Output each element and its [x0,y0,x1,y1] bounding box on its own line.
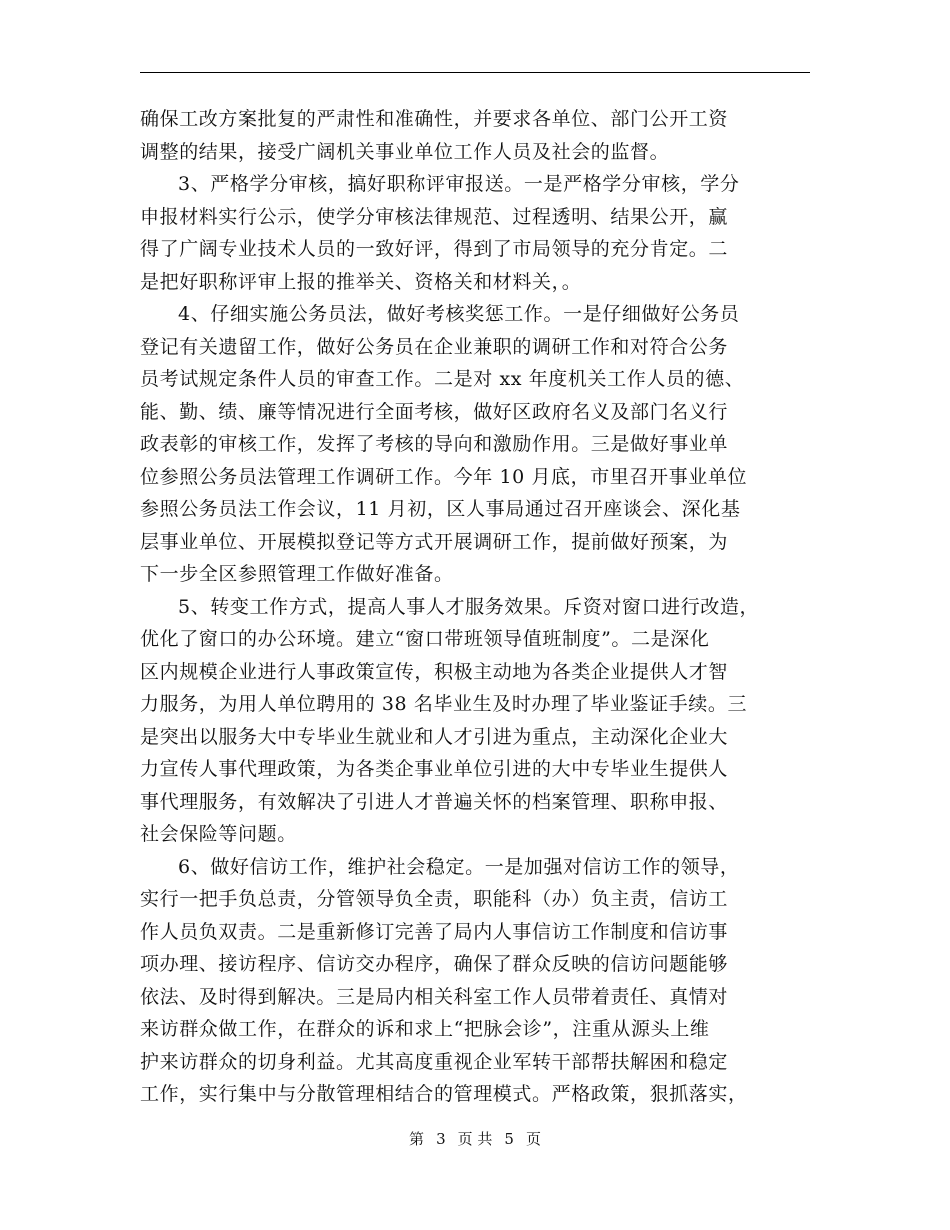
text-line: 员考试规定条件人员的审查工作。二是对 xx 年度机关工作人员的德、 [140,368,745,390]
footer-prefix: 第 [409,1130,425,1148]
text-line: 护来访群众的切身利益。尤其高度重视企业军转干部帮扶解困和稳定 [140,1050,729,1073]
text-line: 社会保险等问题。 [140,823,297,845]
paragraph-first-line: 4、仔细实施公务员法，做好考核奖惩工作。一是仔细做好公务员 [178,303,740,325]
text-line: 是突出以服务大中专毕业生就业和人才引进为重点，主动深化企业大 [140,725,729,748]
paragraph-first-line: 3、严格学分审核，搞好职称评审报送。一是严格学分审核，学分 [178,173,740,195]
footer-page-number: 3 [436,1130,446,1148]
text-line: 能、勤、绩、廉等情况进行全面考核，做好区政府名义及部门名义行 [140,400,729,423]
text-line: 位参照公务员法管理工作调研工作。今年 10 月底，市里召开事业单位 [140,465,748,488]
text-line: 区内规模企业进行人事政策宣传，积极主动地为各类企业提供人才智 [140,660,729,683]
text-line: 力服务，为用人单位聘用的 38 名毕业生及时办理了毕业鉴证手续。三 [140,693,748,715]
header-rule [140,72,810,73]
text-line: 政表彰的审核工作，发挥了考核的导向和激励作用。三是做好事业单 [140,433,729,455]
text-line: 层事业单位、开展模拟登记等方式开展调研工作，提前做好预案，为 [140,530,729,553]
text-line: 实行一把手负总责，分管领导负全责，职能科（办）负主责，信访工 [140,888,729,910]
paragraph-first-line: 6、做好信访工作，维护社会稳定。一是加强对信访工作的领导， [178,855,740,878]
text-line: 下一步全区参照管理工作做好准备。 [140,563,454,585]
footer-suffix: 页 [525,1130,541,1148]
text-line: 工作，实行集中与分散管理相结合的管理模式。严格政策，狠抓落实， [140,1083,748,1105]
text-line: 优化了窗口的办公环境。建立“窗口带班领导值班制度”。二是深化 [140,628,710,650]
text-line: 登记有关遗留工作，做好公务员在企业兼职的调研工作和对符合公务 [140,335,729,358]
page-footer [0,1128,950,1149]
text-line: 参照公务员法工作会议，11 月初，区人事局通过召开座谈会、深化基 [140,498,741,520]
text-line: 依法、及时得到解决。三是局内相关科室工作人员带着责任、真情对 [140,985,729,1008]
text-line: 作人员负双责。二是重新修订完善了局内人事信访工作制度和信访事 [140,920,729,943]
text-line: 是把好职称评审上报的推举关、资格关和材料关，。 [140,270,582,293]
text-line: 事代理服务，有效解决了引进人才普遍关怀的档案管理、职称申报、 [140,790,729,813]
text-line: 申报材料实行公示，使学分审核法律规范、过程透明、结果公开，赢 [140,205,729,228]
text-line: 得了广阔专业技术人员的一致好评，得到了市局领导的充分肯定。二 [140,238,729,260]
text-line: 项办理、接访程序、信访交办程序，确保了群众反映的信访问题能够 [140,953,729,975]
text-line: 来访群众做工作，在群众的诉和求上“把脉会诊”，注重从源头上维 [140,1018,710,1040]
document-body [140,103,810,1111]
footer-total-pages: 5 [504,1130,514,1148]
text-line: 确保工改方案批复的严肃性和准确性，并要求各单位、部门公开工资 [140,108,729,130]
footer-mid: 页 共 [457,1130,493,1148]
paragraph-first-line: 5、转变工作方式，提高人事人才服务效果。斥资对窗口进行改造， [178,595,760,618]
text-line: 力宣传人事代理政策，为各类企事业单位引进的大中专毕业生提供人 [140,758,729,780]
text-line: 调整的结果，接受广阔机关事业单位工作人员及社会的监督。 [140,140,670,163]
